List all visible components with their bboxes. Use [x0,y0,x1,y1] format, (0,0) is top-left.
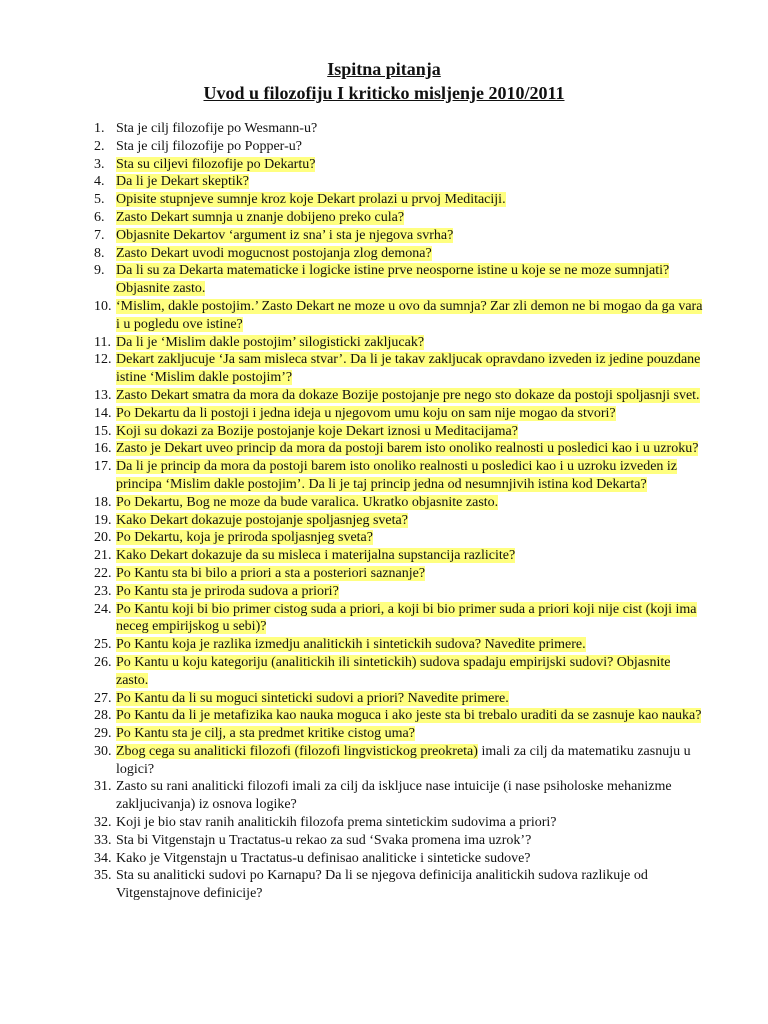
highlighted-text: Po Kantu da li je metafizika kao nauka moguca i ako jeste sta bi trebalo uraditi da se zasnuje kao nauka? [116,708,702,724]
highlighted-text: Po Dekartu, Bog ne moze da bude varalica. Ukratko objasnite zasto. [116,494,499,510]
question-text [116,441,698,456]
question-text [116,157,315,172]
question-number: 17. [94,459,112,475]
question-number: 3. [94,156,105,172]
highlighted-text: Opisite stupnjeve sumnje kroz koje Dekart prolazi u prvoj Meditaciji. [116,192,506,208]
highlighted-text: Po Dekartu da li postoji i jedna ideja u njegovom umu koju on sam nije mogao da stvori? [116,405,616,421]
question-item [0,832,706,850]
question-text [116,815,557,830]
question-text [116,210,404,225]
highlighted-text: Kako Dekart dokazuje postojanje spoljasnjeg sveta? [116,512,408,528]
question-number: 28. [94,708,112,724]
question-number: 6. [94,209,105,225]
question-item [0,334,706,352]
question-item [0,583,706,601]
question-item [0,227,706,245]
question-text [116,299,702,332]
question-item [0,209,706,227]
highlighted-text: ‘Mislim, dakle postojim.’ Zasto Dekart ne moze u ovo da sumnja? Zar zli demon ne bi mogao da ga vara i u pogledu ove istine? [116,298,703,332]
question-number: 32. [94,815,112,831]
question-item [0,547,706,565]
question-number: 26. [94,654,112,670]
question-text [116,495,498,510]
question-text [116,744,691,777]
question-text [116,174,249,189]
question-item [0,173,706,191]
question-item [0,387,706,405]
question-text [116,779,672,812]
question-text [116,691,509,706]
question-text [116,851,531,866]
question-number: 11. [94,334,111,350]
question-number: 20. [94,530,112,546]
question-number: 15. [94,423,112,439]
question-number: 16. [94,441,112,457]
question-number: 7. [94,227,105,243]
question-item [0,440,706,458]
highlighted-text: Da li je Dekart skeptik? [116,174,249,190]
question-text [116,406,616,421]
question-text [116,335,424,350]
question-text [116,566,425,581]
highlighted-text: Sta su ciljevi filozofije po Dekartu? [116,156,316,172]
highlighted-text: Kako Dekart dokazuje da su misleca i materijalna supstancija razlicite? [116,548,516,564]
question-item [0,191,706,209]
question-text [116,708,701,723]
question-list [0,120,768,903]
highlighted-text: Dekart zakljucuje ‘Ja sam misleca stvar’. Da li je takav zakljucak opravdano izveden iz jedine pouzdane istine ‘Mislim dakle postojim’? [116,352,701,386]
question-item [0,654,706,690]
question-number: 2. [94,138,105,154]
highlighted-text: Po Kantu da li su moguci sinteticki sudovi a priori? Navedite primere. [116,690,509,706]
question-text [116,513,408,528]
question-number: 9. [94,263,105,279]
question-number: 10. [94,298,112,314]
question-item [0,707,706,725]
question-item [0,529,706,547]
question-number: 21. [94,548,112,564]
question-text [116,352,700,385]
highlighted-text: Da li je princip da mora da postoji barem isto onoliko realnosti u posledici kao i u uzroku izveden iz principa ‘Mislim dakle postojim’. Da li je taj princip jedna od nesumnjivih istina kod Dekarta? [116,459,678,492]
document-title: Ispitna pitanja [327,59,441,79]
question-item [0,778,706,814]
document-subtitle: Uvod u filozofiju I kriticko misljenje 2010/2011 [203,83,565,103]
question-text [116,459,677,492]
highlighted-text: Po Kantu u koju kategoriju (analitickih ili sintetickih) sudova spadaju empirijski sudovi? Objasnite zasto. [116,654,671,688]
question-text [116,637,586,652]
highlighted-text: Zasto Dekart uvodi mogucnost postojanja zlog demona? [116,245,432,261]
highlighted-text: Po Kantu sta je priroda sudova a priori? [116,583,339,599]
question-text [116,868,648,901]
highlighted-text: Da li su za Dekarta matematicke i logicke istine prve neosporne istine u koje se ne moze sumnjati? Objasnite zasto. [116,263,670,297]
highlighted-text: Da li je ‘Mislim dakle postojim’ silogisticki zakljucak? [116,334,425,350]
question-item [0,298,706,334]
highlighted-text: Zasto Dekart sumnja u znanje dobijeno preko cula? [116,209,405,225]
question-number: 13. [94,387,112,403]
question-item [0,814,706,832]
question-item [0,120,706,138]
question-number: 35. [94,868,112,884]
plain-text: Sta je cilj filozofije po Wesmann-u? [116,121,318,136]
question-number: 23. [94,583,112,599]
question-item [0,405,706,423]
highlighted-text: Po Kantu sta je cilj, a sta predmet kritike cistog uma? [116,726,415,742]
question-text [116,602,697,635]
question-item [0,458,706,494]
question-item [0,636,706,654]
highlighted-text: Objasnite Dekartov ‘argument iz sna’ i sta je njegova svrha? [116,227,454,243]
question-number: 19. [94,512,112,528]
question-number: 18. [94,494,112,510]
question-text [116,530,373,545]
question-number: 33. [94,832,112,848]
question-item [0,138,706,156]
question-item [0,262,706,298]
question-item [0,494,706,512]
question-number: 8. [94,245,105,261]
plain-text: Sta je cilj filozofije po Popper-u? [116,138,302,154]
plain-text: Kako je Vitgenstajn u Tractatus-u definisao analiticke i sinteticke sudove? [116,850,531,866]
question-number: 29. [94,726,112,742]
question-text [116,833,531,848]
question-text [116,548,515,563]
question-text [116,263,669,296]
question-number: 12. [94,352,112,368]
question-text [116,246,432,261]
question-item [0,351,706,387]
highlighted-text: Po Kantu sta bi bilo a priori a sta a posteriori saznanje? [116,565,426,581]
highlighted-text: Koji su dokazi za Bozije postojanje koje Dekart iznosi u Meditacijama? [116,423,518,439]
plain-text: Sta bi Vitgenstajn u Tractatus-u rekao za sud ‘Svaka promena ima uzrok’? [116,832,532,848]
plain-text: imali za cilj da matematiku zasnuju u logici? [116,743,691,777]
question-text [116,655,670,688]
question-text [116,139,302,154]
question-item [0,512,706,530]
question-number: 4. [94,174,105,190]
question-number: 24. [94,601,112,617]
question-number: 34. [94,850,112,866]
highlighted-text: Po Kantu koja je razlika izmedju analitickih i sintetickih sudova? Navedite primere. [116,637,586,653]
question-text [116,121,317,136]
question-item [0,867,706,903]
question-item [0,850,706,868]
question-number: 25. [94,637,112,653]
question-number: 5. [94,192,105,208]
question-item [0,565,706,583]
question-number: 27. [94,690,112,706]
question-text [116,584,339,599]
question-item [0,725,706,743]
plain-text: Zasto su rani analiticki filozofi imali za cilj da iskljuce nase intuicije (i nase psiholoske mehanizme zakljucivanja) iz osnova logike? [116,779,672,813]
question-text [116,424,518,439]
plain-text: Sta su analiticki sudovi po Karnapu? Da li se njegova definicija analitickih sudova razlikuje od Vitgenstajnove definicije? [116,868,648,902]
question-item [0,601,706,637]
question-item [0,690,706,708]
question-item [0,423,706,441]
question-item [0,245,706,263]
question-text [116,388,700,403]
plain-text: Koji je bio stav ranih analitickih filozofa prema sintetickim sudovima a priori? [116,815,557,831]
question-text [116,192,506,207]
highlighted-text: Zasto Dekart smatra da mora da dokaze Bozije postojanje pre nego sto dokaze da postoji spoljasnji svet. [116,387,700,403]
question-number: 31. [94,779,112,795]
highlighted-text: Zbog cega su analiticki filozofi (filozofi lingvistickog preokreta) [116,743,478,759]
question-number: 30. [94,743,112,759]
highlighted-text: Po Kantu koji bi bio primer cistog suda a priori, a koji bi bio primer suda a priori koji nije cist (koji ima neceg empirijskog u sebi)? [116,601,697,635]
question-item [0,156,706,174]
highlighted-text: Zasto je Dekart uveo princip da mora da postoji barem isto onoliko realnosti u posledici kao i u uzroku? [116,441,699,457]
question-number: 22. [94,565,112,581]
question-text [116,726,415,741]
question-number: 14. [94,405,112,421]
question-text [116,228,453,243]
question-item [0,743,706,779]
highlighted-text: Po Dekartu, koja je priroda spoljasnjeg sveta? [116,530,373,546]
question-number: 1. [94,121,105,136]
